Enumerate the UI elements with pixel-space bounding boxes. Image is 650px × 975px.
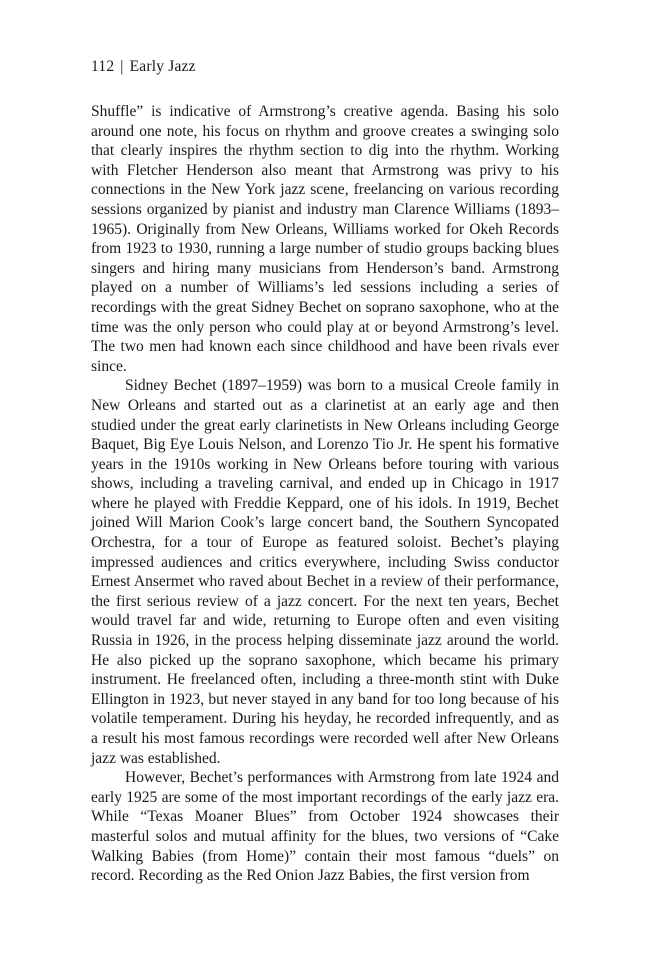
body-text [91, 102, 559, 886]
page-number: 112 [91, 58, 115, 75]
section-title: Early Jazz [129, 58, 196, 75]
running-head [91, 58, 196, 76]
paragraph-continuation: Shuffle” is indicative of Armstrong’s creative agenda. Basing his solo around one note, his focus on rhythm and groove creates a swinging solo that clearly inspires the rhythm section to dig into the rhythm. Working with Fletcher Henderson also meant that Armstrong was privy to his connections in the New York jazz scene, freelancing on various recording sessions organized by pianist and industry man Clarence Williams (1893–1965). Originally from New Orleans, Williams worked for Okeh Records from 1923 to 1930, running a large number of studio groups backing blues singers and hiring many musicians from Henderson’s band. Armstrong played on a number of Williams’s led sessions including a series of recordings with the great Sidney Bechet on soprano saxophone, who at the time was the only person who could play at or beyond Armstrong’s level. The two men had known each since childhood and have been rivals ever since. [91, 103, 559, 375]
paragraph-bechet-biography: Sidney Bechet (1897–1959) was born to a musical Creole family in New Orleans and started out as a clarinetist at an early age and then studied under the great early clarinetists in New Orleans including George Baquet, Big Eye Louis Nelson, and Lorenzo Tio Jr. He spent his formative years in the 1910s working in New Orleans before touring with various shows, including a traveling carnival, and ended up in Chicago in 1917 where he played with Freddie Keppard, one of his idols. In 1919, Bechet joined Will Marion Cook’s large concert band, the Southern Syncopated Orchestra, for a tour of Europe as featured soloist. Bechet’s playing impressed audiences and critics everywhere, including Swiss conductor Ernest Ansermet who raved about Bechet in a review of their performance, the first serious review of a jazz concert. For the next ten years, Bechet would travel far and wide, returning to Europe often and even visiting Russia in 1926, in the process helping disseminate jazz around the world. He also picked up the soprano saxophone, which became his primary instrument. He freelanced often, including a three-month stint with Duke Ellington in 1923, but never stayed in any band for too long because of his volatile temperament. During his heyday, he recorded infrequently, and as a result his most famous recordings were recorded well after New Orleans jazz was established. [91, 377, 559, 767]
header-separator: | [120, 58, 124, 75]
paragraph-bechet-armstrong-recordings: However, Bechet’s performances with Armstrong from late 1924 and early 1925 are some of the most important recordings of the early jazz era. While “Texas Moaner Blues” from October 1924 showcases their masterful solos and mutual affinity for the blues, two versions of “Cake Walking Babies (from Home)” contain their most famous “duels” on record. Recording as the Red Onion Jazz Babies, the first version from [91, 769, 559, 885]
